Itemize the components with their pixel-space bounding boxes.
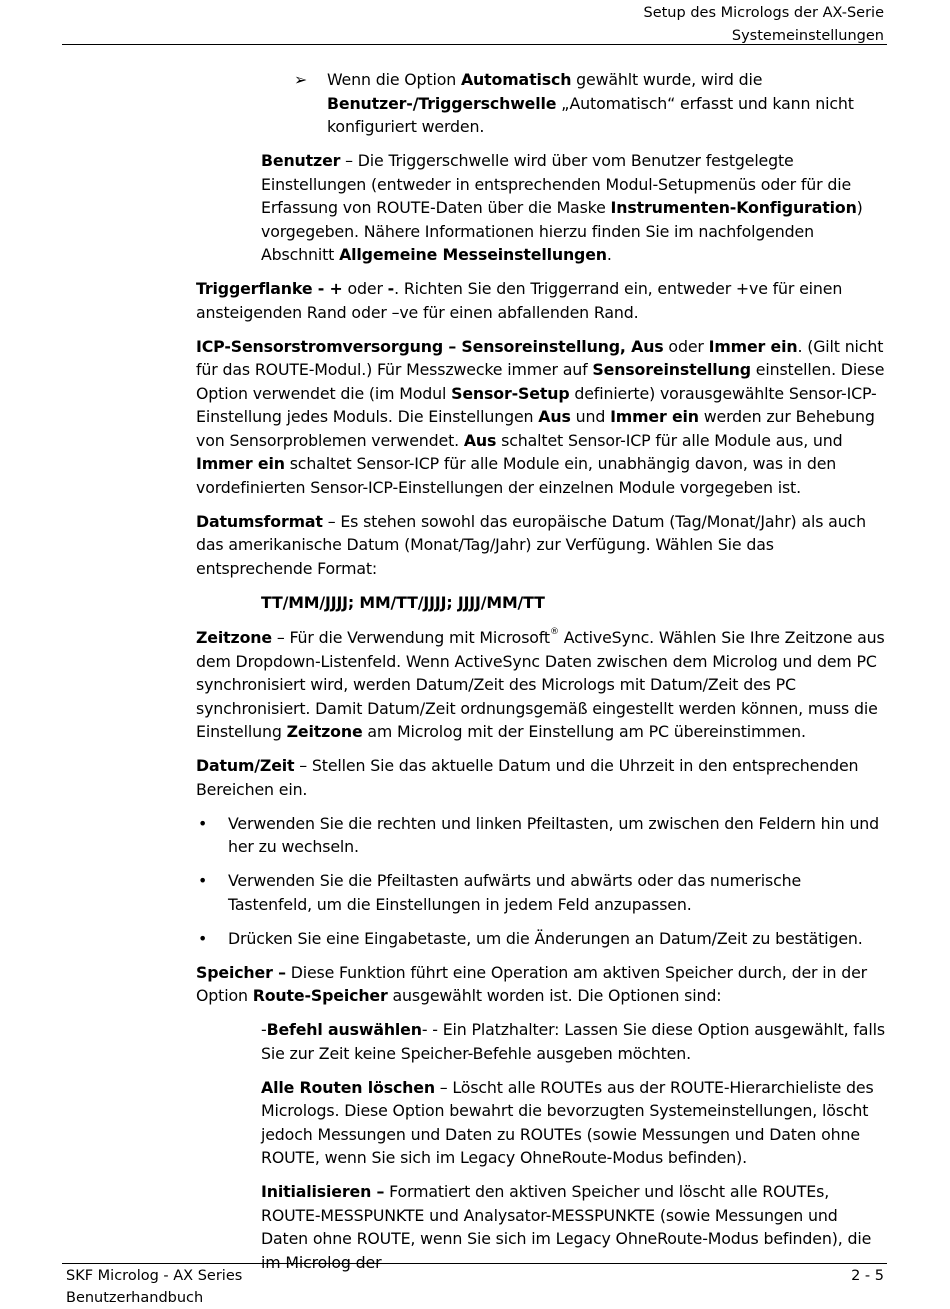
icp-paragraph: ICP-Sensorstromversorgung – Sensoreinstellung, Aus oder Immer ein. (Gilt nicht für das ROUTE-Modul.) Für Messzwecke immer auf Sensoreinstellung einstellen. Diese Option verwendet die (im Modul Sensor-Setup definierte) vorausgewählte Sensor-ICP-Einstellung jedes Moduls. Die Einstellungen Aus und Immer ein werden zur Behebung von Sensorproblemen verwendet. Aus schaltet Sensor-ICP für alle Module aus, und Immer ein schaltet Sensor-ICP für alle Module ein, unabhängig davon, was in den vordefinierten Sensor-ICP-Einstellungen der einzelnen Module vorgegeben ist. [196,336,885,497]
footer-rule [62,1263,887,1264]
list-item: • Drücken Sie eine Eingabetaste, um die Änderungen an Datum/Zeit zu bestätigen. [196,927,886,951]
triggerflanke-paragraph: Triggerflanke - + oder -. Richten Sie den Triggerrand ein, entweder +ve für einen ansteigenden Rand oder –ve für einen abfallenden Rand. [196,279,843,322]
footer-manual: Benutzerhandbuch [66,1290,204,1306]
running-footer [66,1265,242,1309]
bullet-icon: • [198,928,208,948]
bullet-icon: • [198,871,208,890]
header-rule [62,44,887,45]
automatisch-note: ➢ Wenn die Option Automatisch gewählt wurde, wird die Benutzer-/Triggerschwelle „Automatisch“ erfasst und kann nicht konfiguriert werden. [294,70,854,136]
running-header [644,2,885,48]
bullet-icon: • [198,813,208,833]
routen-loeschen-option: Alle Routen löschen – Löscht alle ROUTEs aus der ROUTE-Hierarchieliste des Micrologs. Diese Option bewahrt die bevorzugten Systemeinstellungen, löscht jedoch Messungen und Daten zu ROUTEs (sowie Messungen und Daten ohne ROUTE, wenn Sie sich im Legacy OhneRoute-Modus befinden). [261,1077,874,1167]
header-document-title: Setup des Micrologs der AX-Serie [643,5,884,21]
registered-mark: ® [549,627,559,637]
footer-product: SKF Microlog - AX Series [66,1268,243,1284]
list-item: • Verwenden Sie die Pfeiltasten aufwärts und abwärts oder das numerische Tastenfeld, um die Einstellungen in jedem Feld anzupassen. [198,871,802,914]
date-format-options: TT/MM/JJJJ; MM/TT/JJJJ; JJJJ/MM/TT [261,592,545,612]
datumzeit-paragraph: Datum/Zeit – Stellen Sie das aktuelle Datum und die Uhrzeit in den entsprechenden Bereichen ein. [196,756,859,799]
befehl-option: -Befehl auswählen- - Ein Platzhalter: Lassen Sie diese Option ausgewählt, falls Sie zur Zeit keine Speicher-Befehle ausgeben möchten. [261,1020,885,1063]
initialisieren-option: Initialisieren – Formatiert den aktiven Speicher und löscht alle ROUTEs, ROUTE-MESSPUNKTE und Analysator-MESSPUNKTE (sowie Messungen und Daten ohne ROUTE, wenn Sie sich im Legacy OhneRoute-Modus befinden), die im Microlog der [261,1182,872,1272]
page-number: 2 - 5 [851,1268,884,1284]
speicher-paragraph: Speicher – Diese Funktion führt eine Operation am aktiven Speicher durch, der in der Option Route-Speicher ausgewählt worden ist. Die Optionen sind: [196,962,868,1005]
datumsformat-paragraph: Datumsformat – Es stehen sowohl das europäische Datum (Tag/Monat/Jahr) als auch das amerikanische Datum (Monat/Tag/Jahr) zur Verfügung. Wählen Sie das entsprechende Format: [196,511,866,578]
header-section-title: Systemeinstellungen [731,28,884,44]
benutzer-paragraph: Benutzer – Die Triggerschwelle wird über vom Benutzer festgelegte Einstellungen (entweder in entsprechenden Modul-Setupmenüs oder für die Erfassung von ROUTE-Daten über die Maske Instrumenten-Konfiguration) vorgegeben. Nähere Informationen hierzu finden Sie im nachfolgenden Abschnitt Allgemeine Messeinstellungen. [261,151,863,264]
zeitzone-paragraph: Zeitzone – Für die Verwendung mit Microsoft® ActiveSync. Wählen Sie Ihre Zeitzone aus dem Dropdown-Listenfeld. Wenn ActiveSync Daten zwischen dem Microlog und dem PC synchronisiert wird, werden Datum/Zeit des Micrologs mit Datum/Zeit des PC synchronisiert. Damit Datum/Zeit ordnungsgemäß eingestellt werden können, muss die Einstellung Zeitzone am Microlog mit der Einstellung am PC übereinstimmen. [196,627,885,741]
page-body [196,68,886,1285]
list-item: • Verwenden Sie die rechten und linken Pfeiltasten, um zwischen den Feldern hin und her zu wechseln. [198,813,880,856]
arrow-bullet-icon: ➢ [294,70,308,89]
